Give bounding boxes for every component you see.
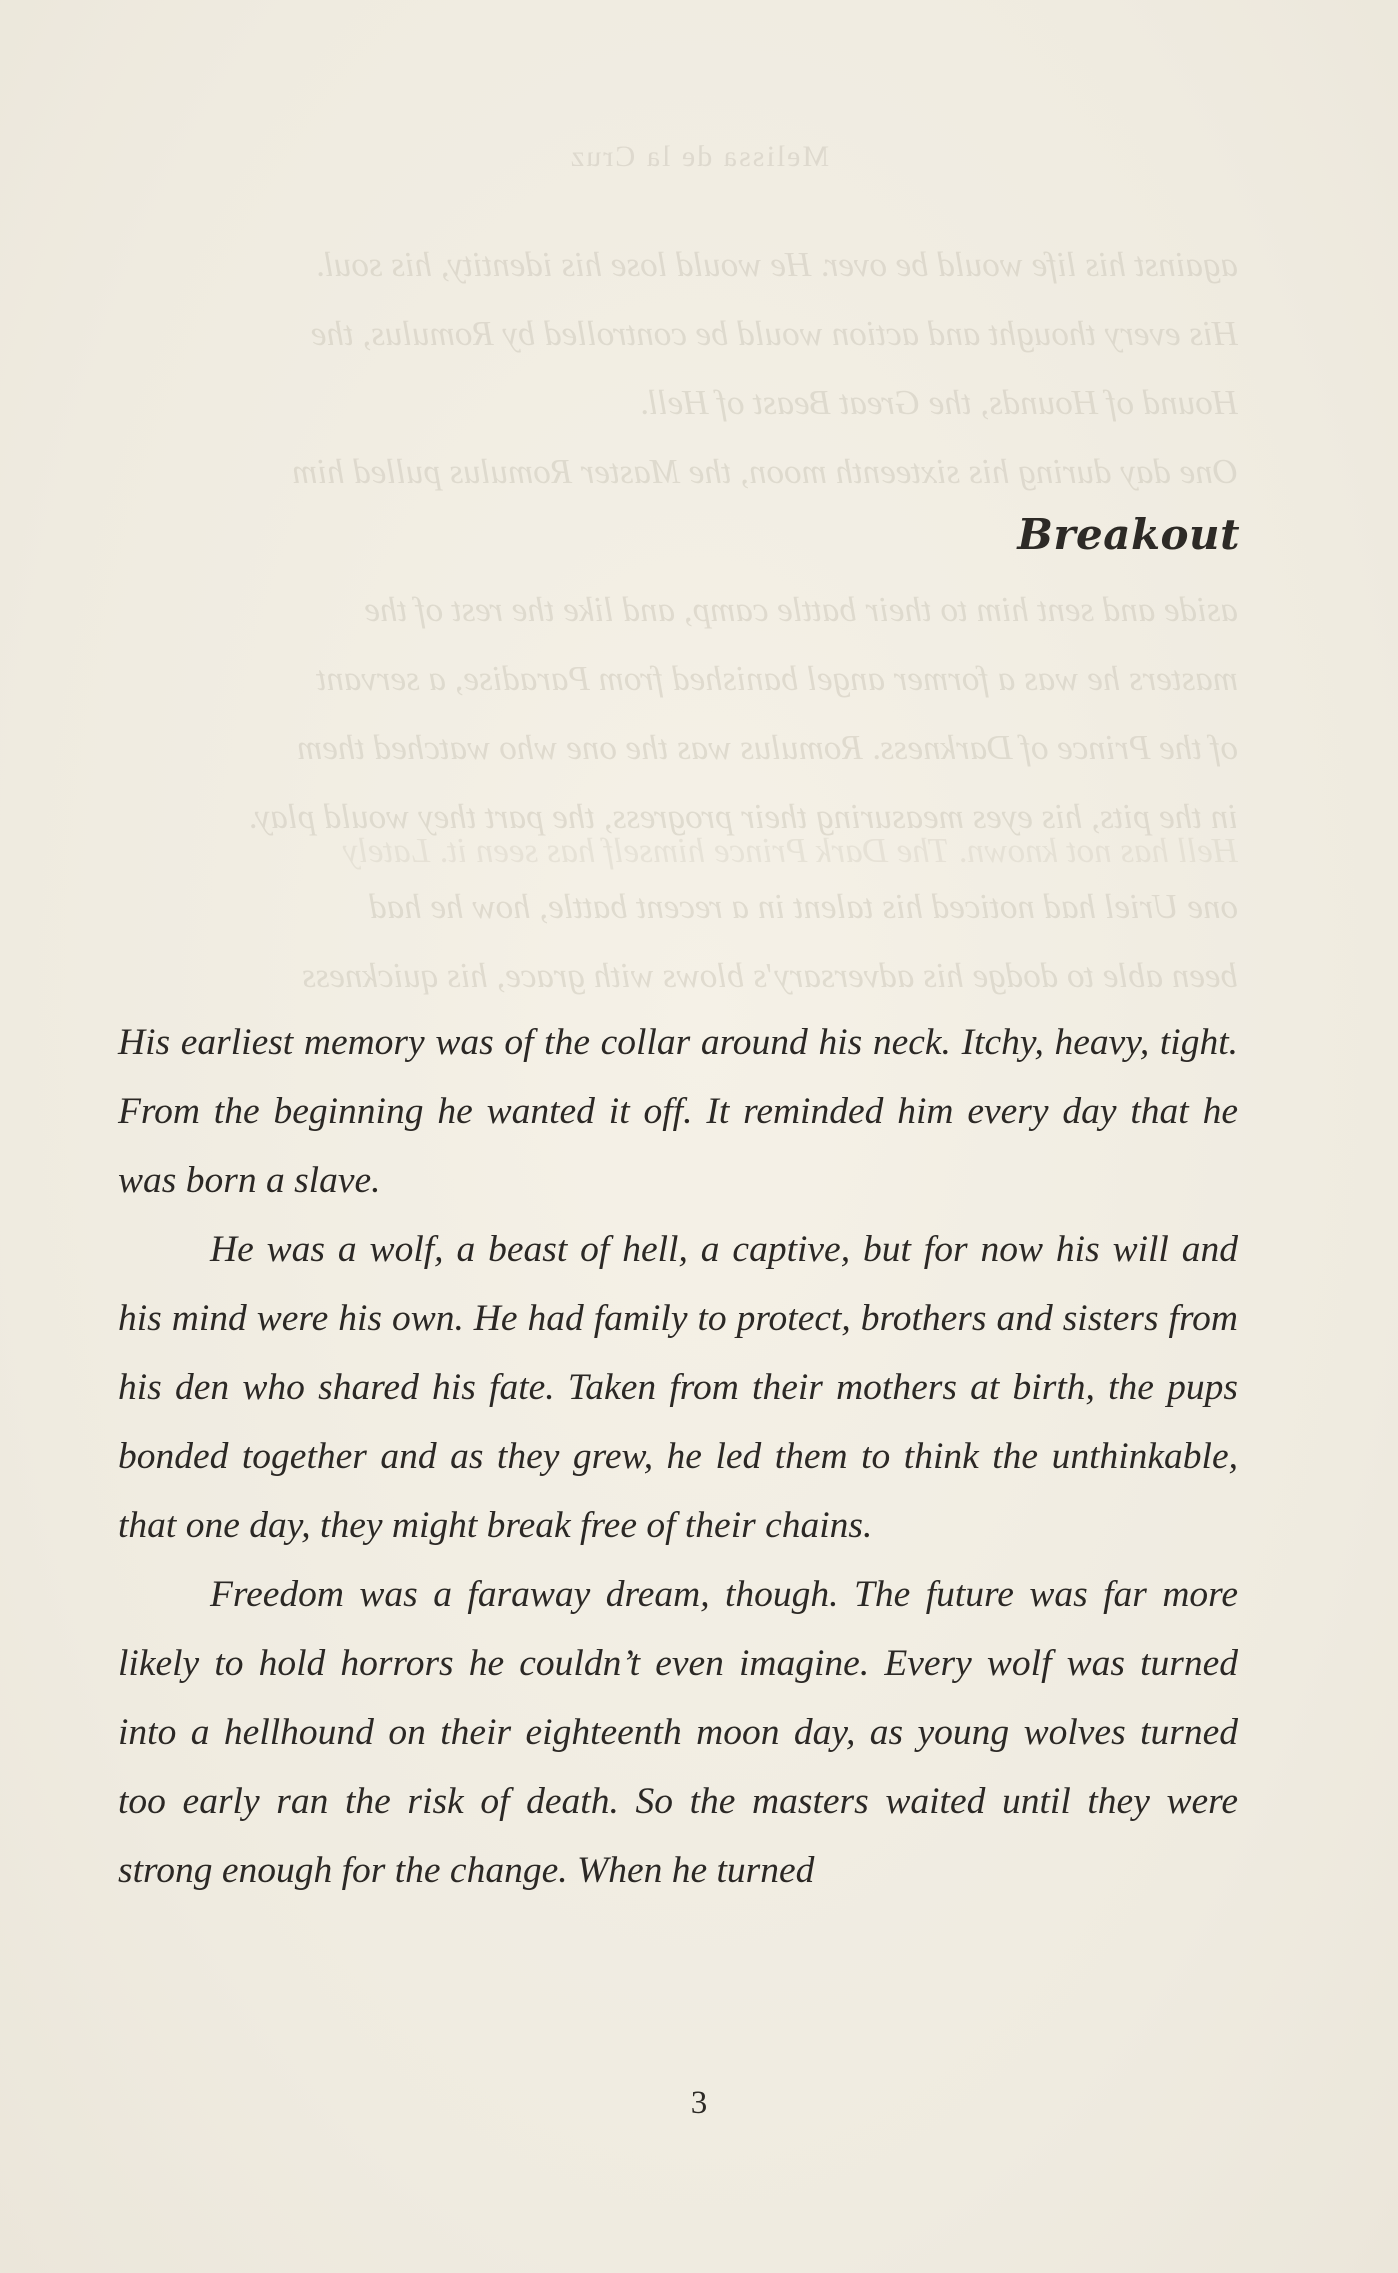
bleed-through-line: one Uriel had noticed his talent in a recent battle, how he had (369, 887, 1238, 926)
bleed-through-line: aside and sent him to their battle camp, and like the rest of the (364, 590, 1238, 629)
bleed-through-line: One day during his sixteenth moon, the Master Romulus pulled him (292, 452, 1238, 491)
chapter-title: Breakout (1017, 510, 1240, 559)
body-text (118, 1008, 1238, 1905)
paragraph: His earliest memory was of the collar around his neck. Itchy, heavy, tight. From the beginning he wanted it off. It reminded him every day that he was born a slave. (118, 1022, 1238, 1201)
page-number: 3 (690, 2085, 708, 2121)
bleed-through-line: Hound of Hounds, the Great Beast of Hell. (639, 383, 1238, 422)
bleed-through-line: in the pits, his eyes measuring their progress, the part they would play. (248, 797, 1238, 836)
bleed-through-line: against his life would be over. He would lose his identity, his soul. (315, 245, 1238, 284)
bleed-through-line: His every thought and action would be controlled by Romulus, the (310, 314, 1238, 353)
bleed-through-line: of the Prince of Darkness. Romulus was the one who watched them (297, 728, 1238, 767)
bleed-through-line: been able to dodge his adversary's blows with grace, his quickness (302, 956, 1238, 995)
paragraph: He was a wolf, a beast of hell, a captive, but for now his will and his mind were his own. He had family to protect, brothers and sisters from his den who shared his fate. Taken from their mothers at birth, the pups bonded together and as they grew, he led them to think the unthinkable, that one day, they might break free of their chains. (118, 1229, 1238, 1546)
paragraph: Freedom was a faraway dream, though. The future was far more likely to hold horrors he couldn’t even imagine. Every wolf was turned into a hellhound on their eighteenth moon day, as young wolves turned too early ran the risk of death. So the masters waited until they were strong enough for the change. When he turned (118, 1574, 1238, 1891)
bleed-through-line: masters he was a former angel banished from Paradise, a servant (316, 659, 1238, 698)
bleed-through-header: Melissa de la Cruz (568, 140, 830, 173)
bleed-through-line: Hell has not known. The Dark Prince himself has seen it. Lately (342, 831, 1238, 870)
